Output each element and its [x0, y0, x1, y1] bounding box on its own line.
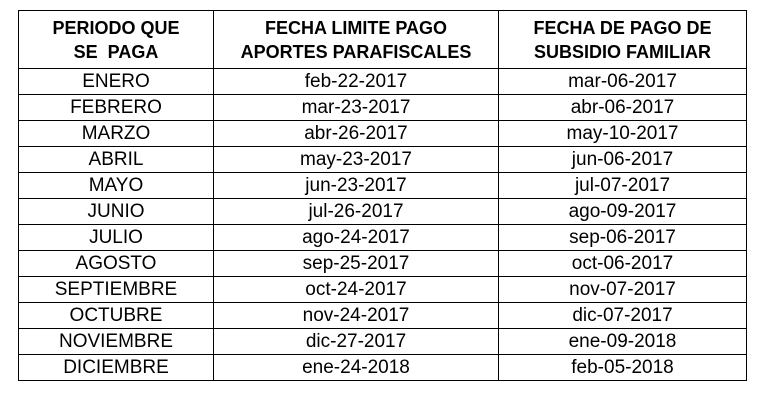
cell-fecha-limite: jul-26-2017	[214, 199, 499, 225]
table-row	[19, 121, 747, 147]
cell-fecha-subsidio: oct-06-2017	[499, 251, 747, 277]
cell-fecha-limite: nov-24-2017	[214, 303, 499, 329]
table-row	[19, 173, 747, 199]
cell-fecha-limite: ago-24-2017	[214, 225, 499, 251]
table-header	[19, 11, 747, 69]
cell-periodo: ENERO	[19, 69, 214, 95]
header-line: SUBSIDIO FAMILIAR	[533, 41, 711, 62]
cell-periodo: OCTUBRE	[19, 303, 214, 329]
cell-fecha-subsidio: nov-07-2017	[499, 277, 747, 303]
table-row	[19, 251, 747, 277]
cell-fecha-limite: ene-24-2018	[214, 355, 499, 381]
table-row	[19, 95, 747, 121]
cell-fecha-limite: oct-24-2017	[214, 277, 499, 303]
cell-periodo: MARZO	[19, 121, 214, 147]
table-row	[19, 277, 747, 303]
cell-fecha-subsidio: sep-06-2017	[499, 225, 747, 251]
cell-fecha-subsidio: ene-09-2018	[499, 329, 747, 355]
header-line: SE PAGA	[73, 41, 159, 62]
cell-periodo: FEBRERO	[19, 95, 214, 121]
cell-periodo: MAYO	[19, 173, 214, 199]
cell-periodo: SEPTIEMBRE	[19, 277, 214, 303]
header-periodo	[19, 11, 214, 69]
header-line: PERIODO QUE	[52, 17, 180, 38]
cell-fecha-subsidio: abr-06-2017	[499, 95, 747, 121]
cell-fecha-subsidio: may-10-2017	[499, 121, 747, 147]
header-line: APORTES PARAFISCALES	[240, 41, 472, 62]
table-row	[19, 329, 747, 355]
cell-fecha-subsidio: jun-06-2017	[499, 147, 747, 173]
cell-fecha-limite: dic-27-2017	[214, 329, 499, 355]
header-fecha-limite	[214, 11, 499, 69]
cell-periodo: JUNIO	[19, 199, 214, 225]
cell-periodo: DICIEMBRE	[19, 355, 214, 381]
cell-fecha-limite: feb-22-2017	[214, 69, 499, 95]
table-row	[19, 225, 747, 251]
header-fecha-subsidio	[499, 11, 747, 69]
cell-fecha-limite: may-23-2017	[214, 147, 499, 173]
cell-periodo: AGOSTO	[19, 251, 214, 277]
table-row	[19, 355, 747, 381]
header-row	[19, 11, 747, 69]
table-row	[19, 69, 747, 95]
cell-fecha-limite: sep-25-2017	[214, 251, 499, 277]
cell-periodo: NOVIEMBRE	[19, 329, 214, 355]
table-row	[19, 199, 747, 225]
cell-fecha-subsidio: mar-06-2017	[499, 69, 747, 95]
cell-fecha-limite: mar-23-2017	[214, 95, 499, 121]
table-row	[19, 147, 747, 173]
header-line: FECHA DE PAGO DE	[533, 17, 712, 38]
table-row	[19, 303, 747, 329]
cell-fecha-limite: jun-23-2017	[214, 173, 499, 199]
header-line: FECHA LIMITE PAGO	[265, 17, 447, 38]
cell-fecha-limite: abr-26-2017	[214, 121, 499, 147]
payment-schedule-table	[18, 10, 747, 381]
cell-fecha-subsidio: jul-07-2017	[499, 173, 747, 199]
cell-fecha-subsidio: dic-07-2017	[499, 303, 747, 329]
cell-periodo: ABRIL	[19, 147, 214, 173]
cell-periodo: JULIO	[19, 225, 214, 251]
cell-fecha-subsidio: feb-05-2018	[499, 355, 747, 381]
table-body	[19, 69, 747, 381]
cell-fecha-subsidio: ago-09-2017	[499, 199, 747, 225]
